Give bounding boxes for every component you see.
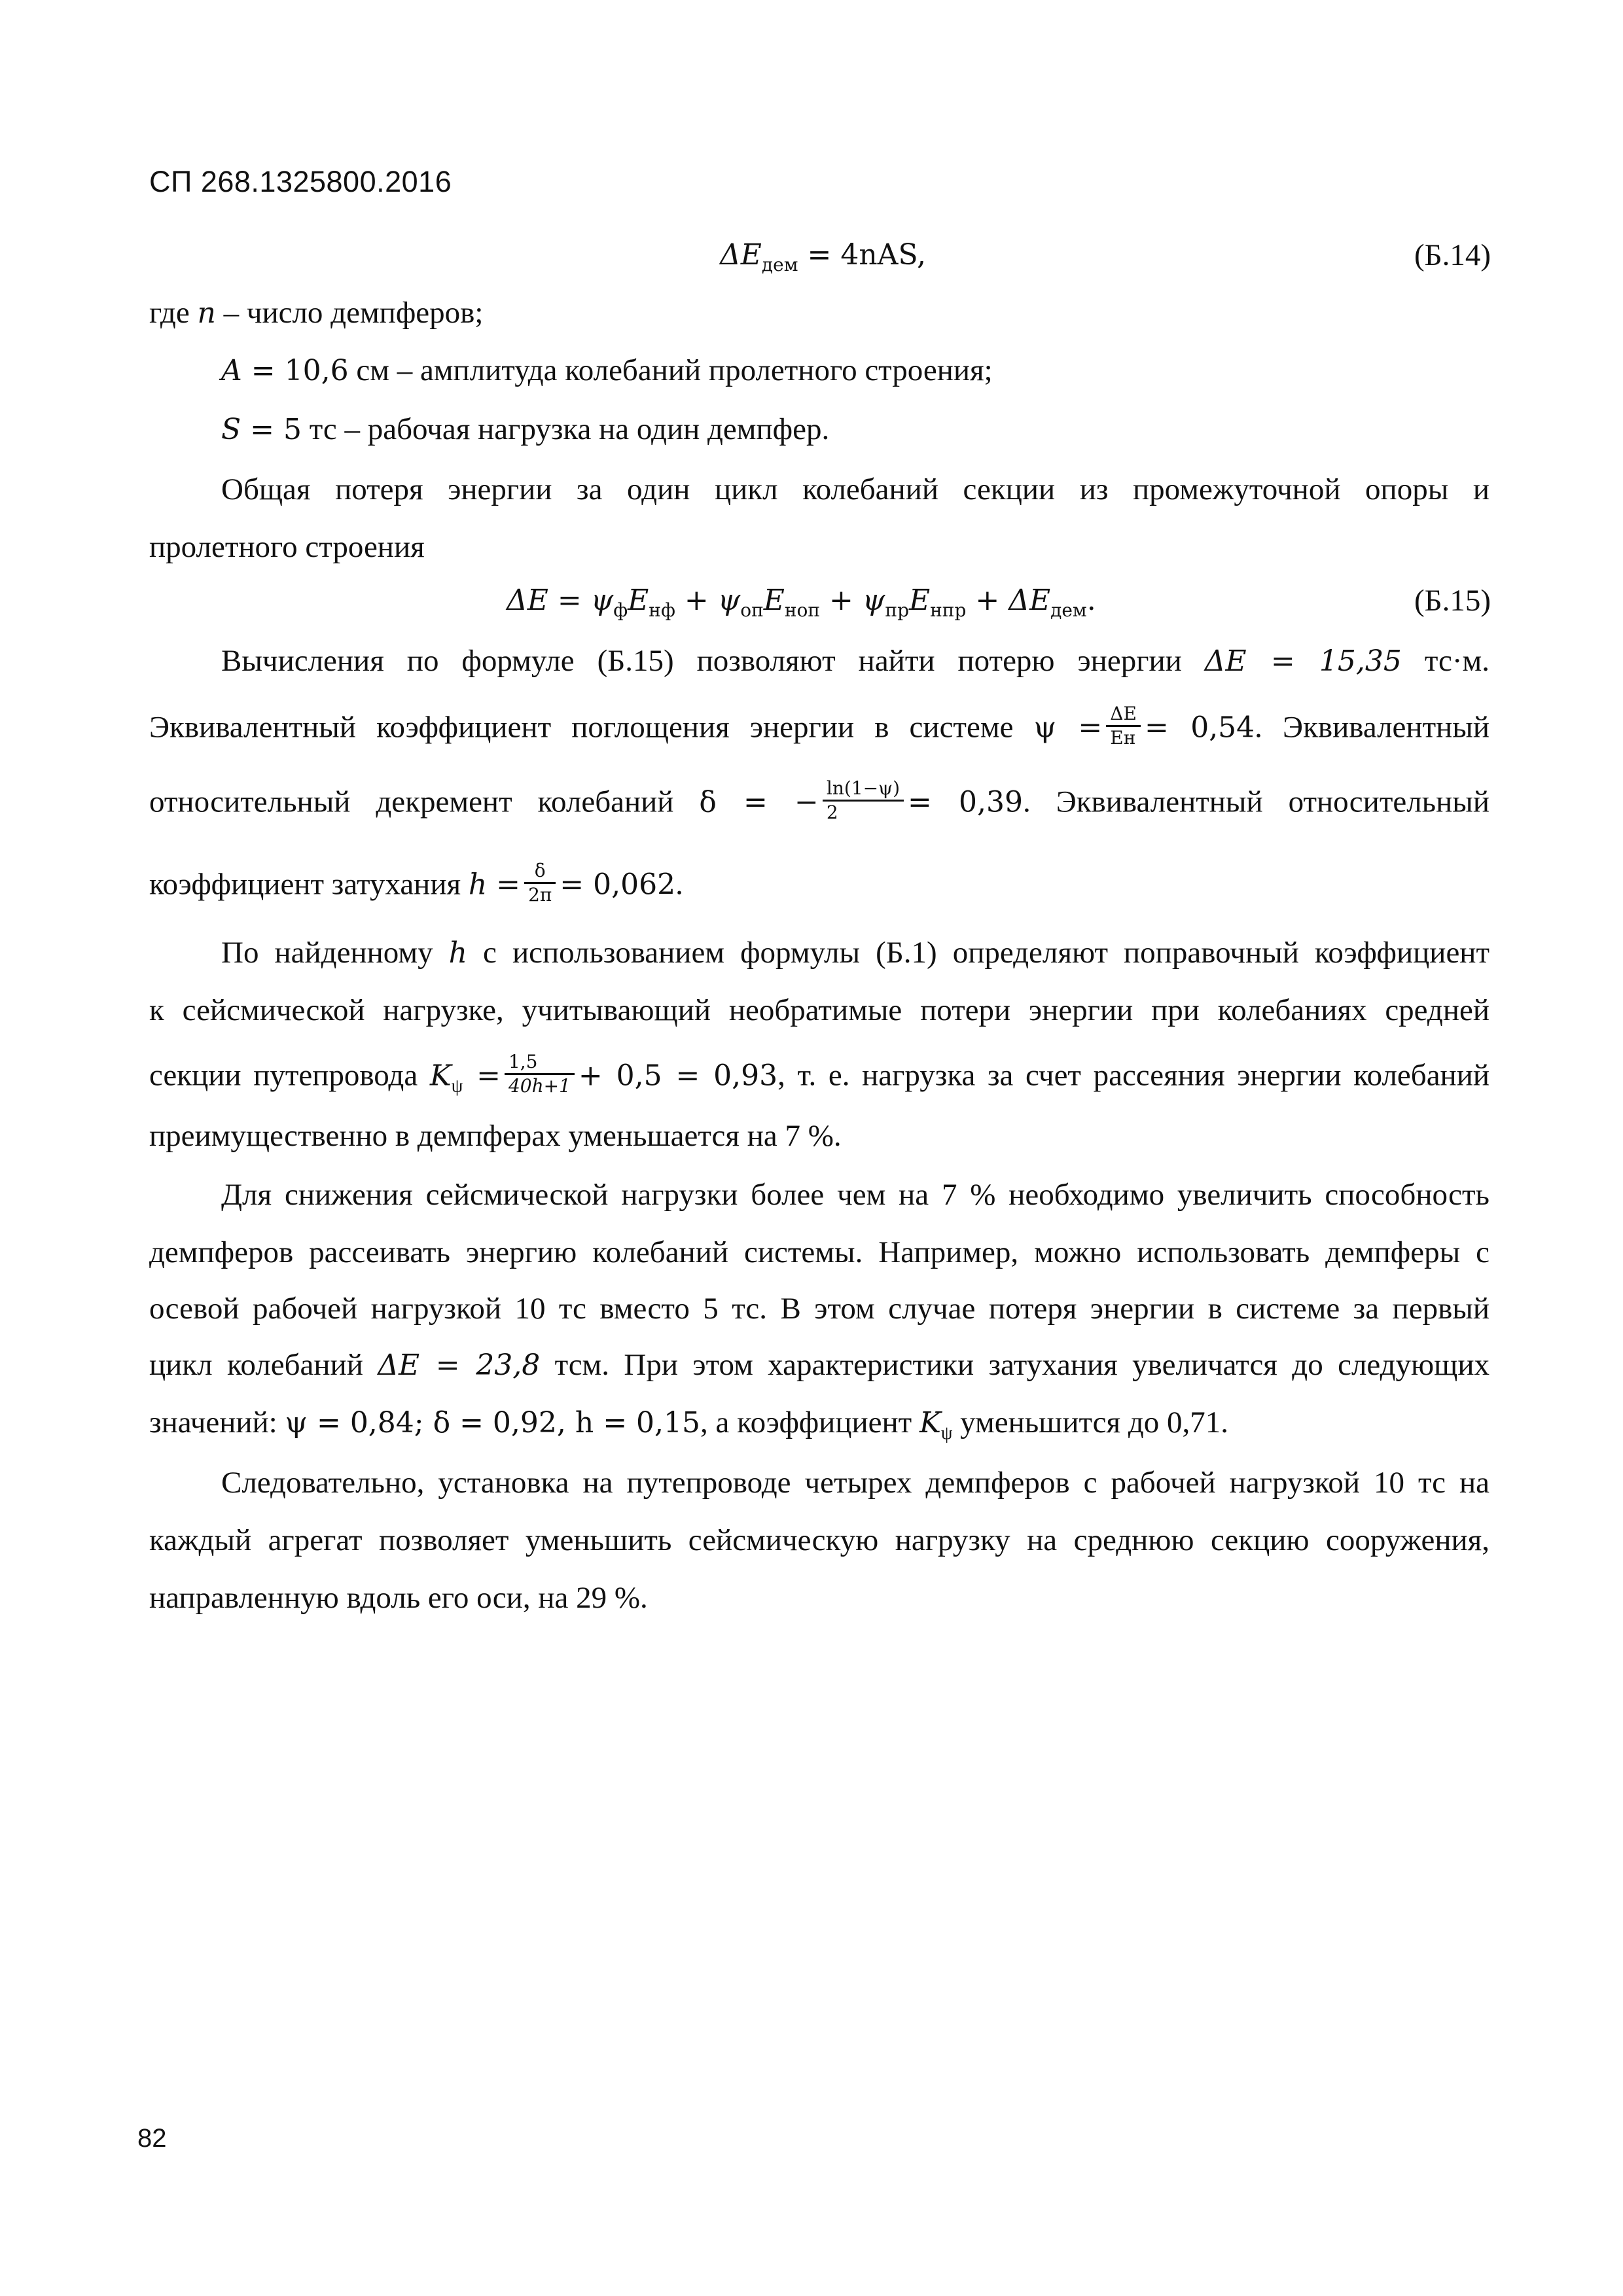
formula-b14 [720, 236, 926, 275]
fraction-denominator: 2 [826, 802, 838, 823]
energy-loss-value: ΔE = 23,8 [378, 1349, 541, 1382]
para3-text: секции путепровода [149, 1058, 430, 1093]
k-value: + 0,5 = 0,93 [578, 1059, 778, 1093]
psi-symbol: ψ = [1033, 711, 1103, 745]
formula-b14-rhs: = 4nAS, [798, 238, 927, 272]
damping-values: ψ = 0,84; δ = 0,92, h = 0,15 [285, 1406, 701, 1439]
h-symbol: h [448, 936, 467, 970]
para3-line3 [149, 1051, 1490, 1101]
fraction-deltaE-over-En [1106, 703, 1141, 749]
k-symbol: K [919, 1406, 941, 1439]
formula-b15-part: E [763, 584, 785, 617]
var-a: A [221, 354, 242, 387]
where-s-text: тс – рабочая нагрузка на один демпфер. [302, 412, 830, 446]
formula-b15-part: ΔE = ψ [507, 584, 614, 617]
para2-text: . Эквивалентный относительный [1023, 785, 1489, 819]
formula-b15-sub: дем [1050, 599, 1087, 621]
var-s: S [221, 413, 241, 446]
where-a-text: см – амплитуда колебаний пролетного строения; [348, 353, 993, 387]
formula-b15-sub: ф [613, 599, 628, 621]
para5-line2: каждый агрегат позволяет уменьшить сейсмическую нагрузку на среднюю секцию сооружения, [149, 1523, 1489, 1557]
fraction-denominator: 2π [528, 884, 552, 906]
fraction-k [505, 1051, 575, 1097]
para4-text: , а коэффициент [700, 1405, 919, 1439]
formula-b14-lhs-sub: дем [761, 254, 798, 275]
document-code-header: СП 268.1325800.2016 [149, 165, 452, 198]
formula-b15-sub: пр [885, 599, 909, 621]
h-symbol: h = [468, 868, 521, 902]
energy-loss-value: ΔE = 15,35 [1204, 645, 1402, 678]
where-line-n [149, 293, 483, 333]
psi-value: = 0,54 [1144, 711, 1255, 745]
delta-value: = 0,39 [908, 785, 1024, 819]
para4-line4 [149, 1345, 1489, 1385]
where-line-a [221, 351, 993, 391]
k-subscript: ψ [940, 1423, 953, 1443]
para2-line4 [149, 860, 683, 910]
formula-b15-sub: оп [740, 599, 764, 621]
var-n: n [197, 296, 216, 330]
para3-line1 [221, 933, 1489, 973]
formula-b15-part: + ΔE [966, 584, 1051, 617]
k-symbol: K [429, 1059, 452, 1093]
fraction-denominator: Eн [1110, 727, 1136, 749]
para2-text: Вычисления по формуле (Б.15) позволяют найти потерю энергии [221, 644, 1205, 678]
fraction-numerator: δ [524, 860, 556, 884]
para2-text: . Эквивалентный [1255, 710, 1489, 745]
para4-text: значений: [149, 1405, 285, 1439]
para4-text: уменьшится до 0,71. [952, 1405, 1229, 1439]
para3-line4: преимущественно в демпферах уменьшается на 7 %. [149, 1119, 842, 1153]
fraction-denominator: 40h+1 [508, 1075, 571, 1097]
fraction-numerator: 1,5 [505, 1051, 575, 1075]
para3-text: , т. е. нагрузка за счет рассеяния энергии колебаний [777, 1058, 1490, 1093]
formula-b15-sub: ноп [784, 599, 821, 621]
formula-b14-lhs: ΔE [720, 238, 762, 272]
where-n-text: – число демпферов; [215, 296, 484, 330]
para4-text: цикл колебаний [149, 1348, 378, 1382]
where-prefix: где [149, 296, 198, 330]
para2-text: . [675, 867, 683, 902]
para2-text: Эквивалентный коэффициент поглощения энергии в системе [149, 710, 1034, 745]
formula-b15-part: + ψ [820, 584, 885, 617]
para4-line5 [149, 1403, 1228, 1443]
para3-text: с использованием формулы (Б.1) определяют поправочный коэффициент [467, 936, 1489, 970]
fraction-numerator: ln(1−ψ) [823, 777, 904, 802]
para3-text: По найденному [221, 936, 449, 970]
unit-text: тс·м. [1401, 644, 1489, 678]
formula-b15-sub: нф [649, 599, 675, 621]
para4-line3: осевой рабочей нагрузкой 10 тс вместо 5 тс. В этом случае потеря энергии в системе за первый [149, 1292, 1489, 1326]
h-value: = 0,062 [560, 868, 676, 902]
fraction-delta-over-2pi [524, 860, 556, 906]
fraction-ln [823, 777, 904, 824]
para4-text: тсм. При этом характеристики затухания увеличатся до следующих [540, 1348, 1490, 1382]
formula-b15 [507, 581, 1096, 620]
formula-b15-part: E [909, 584, 931, 617]
para3-line2: к сейсмической нагрузке, учитывающий необратимые потери энергии при колебаниях средней [149, 993, 1489, 1027]
para1-line2: пролетного строения [149, 530, 425, 564]
para5-line1: Следовательно, установка на путепроводе четырех демпферов с рабочей нагрузкой 10 тс на [221, 1466, 1489, 1500]
formula-b15-label: (Б.15) [1414, 584, 1491, 618]
para2-line2 [149, 703, 1489, 753]
para4-line1: Для снижения сейсмической нагрузки более чем на 7 % необходимо увеличить способность [221, 1178, 1489, 1212]
para2-text: коэффициент затухания [149, 867, 469, 902]
var-s-value: = 5 [241, 413, 302, 446]
page-number: 82 [137, 2124, 167, 2153]
formula-b15-sub: нпр [930, 599, 967, 621]
para2-line1 [221, 641, 1489, 681]
para5-line3: направленную вдоль его оси, на 29 %. [149, 1581, 648, 1615]
para2-line3 [149, 777, 1489, 828]
var-a-value: = 10,6 [241, 354, 349, 387]
equals-sign: = [463, 1059, 501, 1093]
para2-text: относительный декремент колебаний [149, 785, 700, 819]
para1-line1: Общая потеря энергии за один цикл колебаний секции из промежуточной опоры и [221, 472, 1489, 506]
formula-b14-label: (Б.14) [1414, 238, 1491, 272]
delta-symbol: δ = − [699, 785, 819, 819]
where-line-s [221, 410, 829, 450]
formula-b15-part: E [628, 584, 649, 617]
k-subscript: ψ [451, 1076, 463, 1097]
fraction-numerator: ΔE [1106, 703, 1141, 727]
formula-b15-part: + ψ [675, 584, 741, 617]
para4-line2: демпферов рассеивать энергию колебаний системы. Например, можно использовать демпферы с [149, 1235, 1489, 1269]
formula-b15-part: . [1086, 584, 1096, 617]
